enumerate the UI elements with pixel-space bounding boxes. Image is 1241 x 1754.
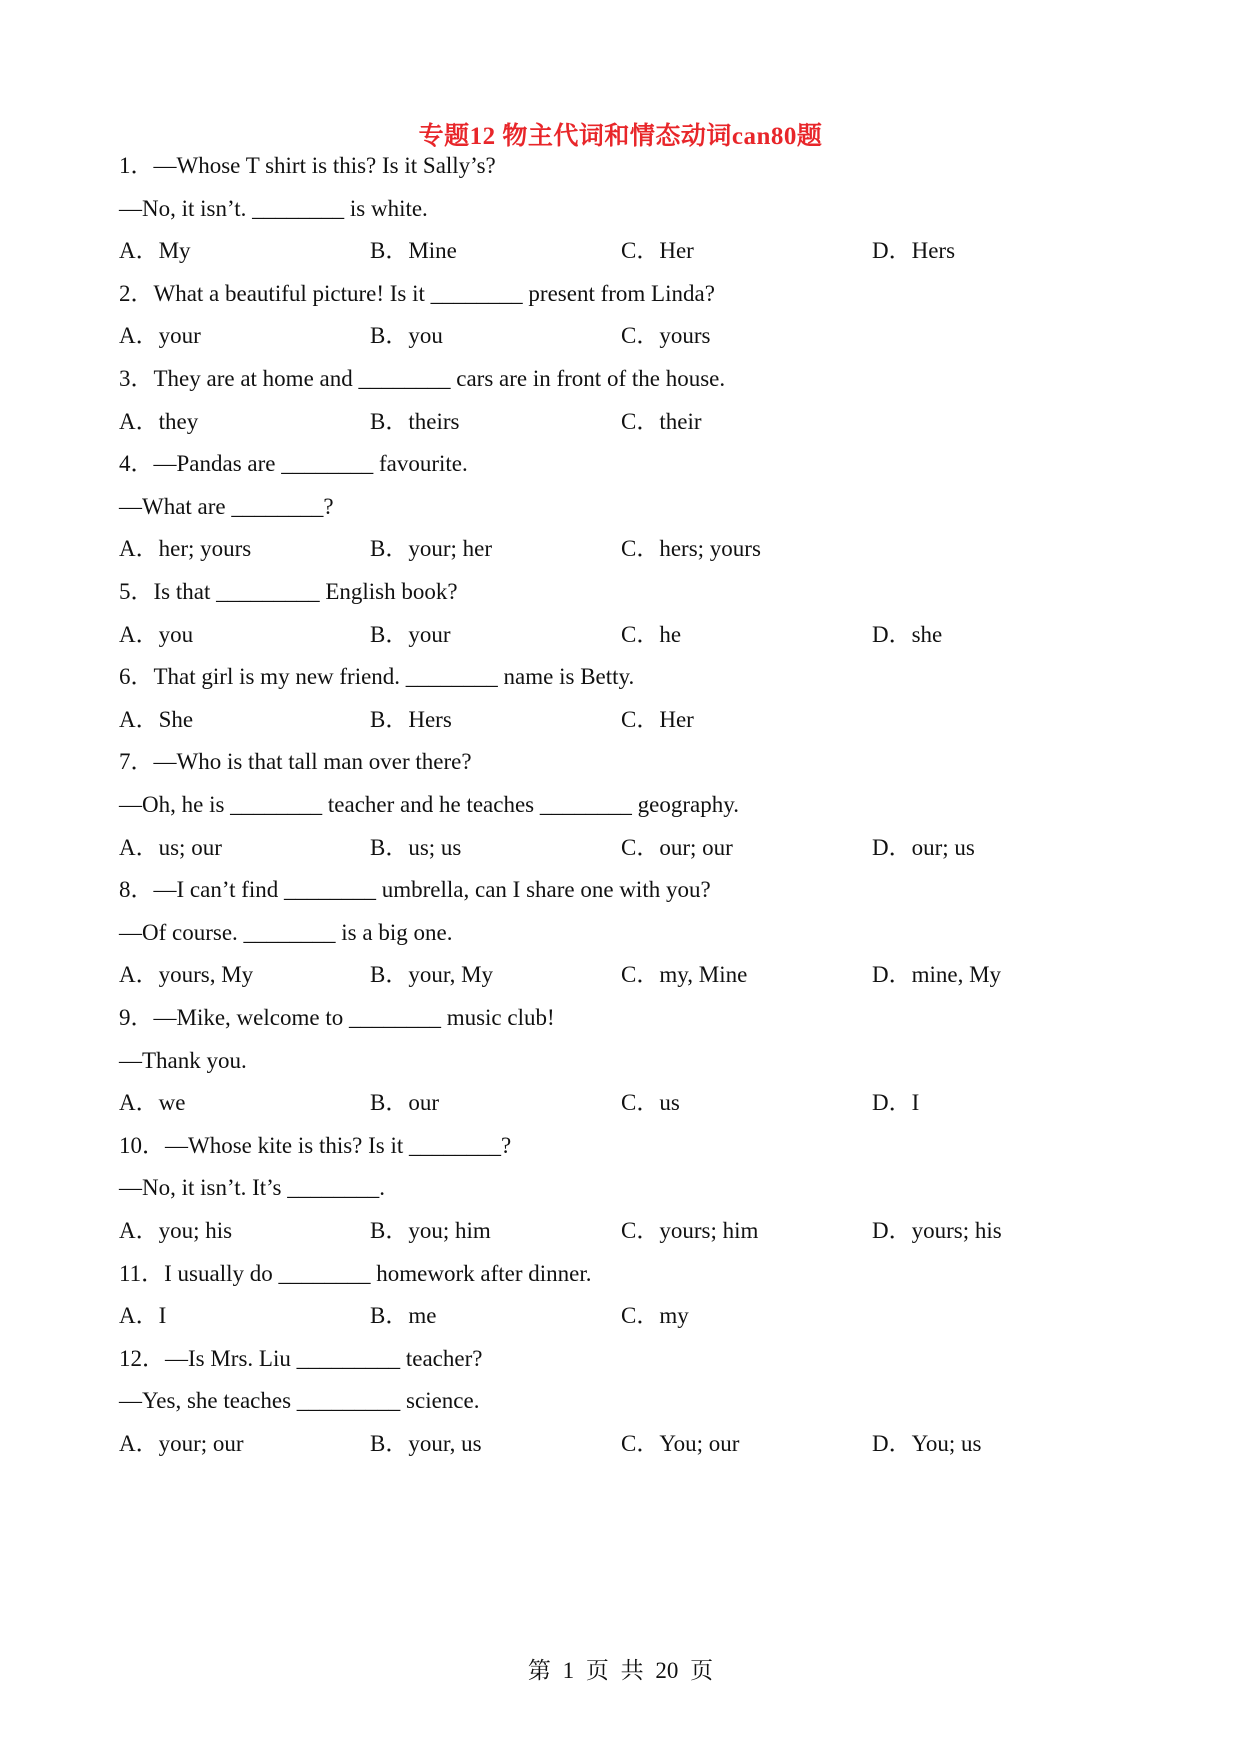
answer-option: C．our; our bbox=[621, 835, 733, 860]
question-text: 6．That girl is my new friend. ________ name is Betty. bbox=[119, 664, 635, 689]
answer-option: B．you bbox=[370, 323, 443, 348]
answer-options bbox=[119, 407, 1129, 437]
answer-option: D．yours; his bbox=[872, 1218, 1002, 1243]
answer-option: C．yours bbox=[621, 323, 711, 348]
answer-options bbox=[119, 620, 1129, 650]
answer-option: B．Hers bbox=[370, 707, 452, 732]
question-text: —Of course. ________ is a big one. bbox=[119, 920, 453, 945]
answer-option: A．your; our bbox=[119, 1431, 244, 1456]
answer-option: A．My bbox=[119, 238, 191, 263]
answer-option: D．our; us bbox=[872, 835, 975, 860]
answer-options bbox=[119, 1429, 1129, 1459]
answer-option: D．mine, My bbox=[872, 962, 1002, 987]
question-text: 2．What a beautiful picture! Is it ________ present from Linda? bbox=[119, 281, 715, 306]
answer-options bbox=[119, 1301, 1129, 1331]
answer-options bbox=[119, 1088, 1129, 1118]
question-text: 3．They are at home and ________ cars are in front of the house. bbox=[119, 366, 726, 391]
question-text: 8．—I can’t find ________ umbrella, can I share one with you? bbox=[119, 877, 711, 902]
answer-option: C．my bbox=[621, 1303, 689, 1328]
question-text: 4．—Pandas are ________ favourite. bbox=[119, 451, 468, 476]
question-text: 5．Is that _________ English book? bbox=[119, 579, 458, 604]
answer-option: A．yours, My bbox=[119, 962, 254, 987]
answer-options bbox=[119, 534, 1129, 564]
answer-option: C．he bbox=[621, 622, 682, 647]
answer-option: A．we bbox=[119, 1090, 186, 1115]
answer-option: C．their bbox=[621, 409, 702, 434]
answer-options bbox=[119, 236, 1129, 266]
answer-option: B．your, us bbox=[370, 1431, 482, 1456]
answer-option: B．Mine bbox=[370, 238, 457, 263]
answer-option: A．us; our bbox=[119, 835, 222, 860]
answer-option: B．your; her bbox=[370, 536, 493, 561]
answer-option: C．You; our bbox=[621, 1431, 740, 1456]
answer-option: C．my, Mine bbox=[621, 962, 748, 987]
answer-option: B．theirs bbox=[370, 409, 460, 434]
answer-option: D．I bbox=[872, 1090, 920, 1115]
answer-option: D．You; us bbox=[872, 1431, 982, 1456]
question-text: 1．—Whose T shirt is this? Is it Sally’s? bbox=[119, 153, 496, 178]
document-title: 专题12 物主代词和情态动词can80题 bbox=[418, 123, 823, 150]
answer-option: B．your, My bbox=[370, 962, 494, 987]
question-text: 12．—Is Mrs. Liu _________ teacher? bbox=[119, 1346, 483, 1371]
question-text: 9．—Mike, welcome to ________ music club! bbox=[119, 1005, 555, 1030]
question-text: 7．—Who is that tall man over there? bbox=[119, 749, 472, 774]
question-text: —Yes, she teaches _________ science. bbox=[119, 1388, 480, 1413]
question-text: —No, it isn’t. ________ is white. bbox=[119, 196, 428, 221]
answer-option: A．they bbox=[119, 409, 199, 434]
answer-option: A．you; his bbox=[119, 1218, 233, 1243]
answer-option: B．us; us bbox=[370, 835, 462, 860]
answer-option: A．you bbox=[119, 622, 194, 647]
answer-option: C．us bbox=[621, 1090, 680, 1115]
answer-option: B．me bbox=[370, 1303, 437, 1328]
answer-option: A．I bbox=[119, 1303, 167, 1328]
page-footer: 第 1 页 共 20 页 bbox=[527, 1658, 714, 1683]
answer-option: A．She bbox=[119, 707, 194, 732]
question-text: —No, it isn’t. It’s ________. bbox=[119, 1175, 386, 1200]
answer-option: D．she bbox=[872, 622, 943, 647]
question-text: 10．—Whose kite is this? Is it ________? bbox=[119, 1133, 512, 1158]
answer-options bbox=[119, 321, 1129, 351]
answer-options bbox=[119, 833, 1129, 863]
answer-options bbox=[119, 705, 1129, 735]
answer-options bbox=[119, 1216, 1129, 1246]
answer-option: C．Her bbox=[621, 238, 694, 263]
answer-option: B．you; him bbox=[370, 1218, 491, 1243]
answer-option: C．Her bbox=[621, 707, 694, 732]
answer-option: A．your bbox=[119, 323, 201, 348]
answer-option: B．our bbox=[370, 1090, 439, 1115]
answer-option: B．your bbox=[370, 622, 451, 647]
question-text: —Oh, he is ________ teacher and he teaches ________ geography. bbox=[119, 792, 739, 817]
answer-option: C．yours; him bbox=[621, 1218, 759, 1243]
answer-options bbox=[119, 960, 1129, 990]
answer-option: C．hers; yours bbox=[621, 536, 761, 561]
answer-option: A．her; yours bbox=[119, 536, 252, 561]
question-text: —What are ________? bbox=[119, 494, 334, 519]
question-text: —Thank you. bbox=[119, 1048, 247, 1073]
answer-option: D．Hers bbox=[872, 238, 956, 263]
question-text: 11．I usually do ________ homework after dinner. bbox=[119, 1261, 592, 1286]
